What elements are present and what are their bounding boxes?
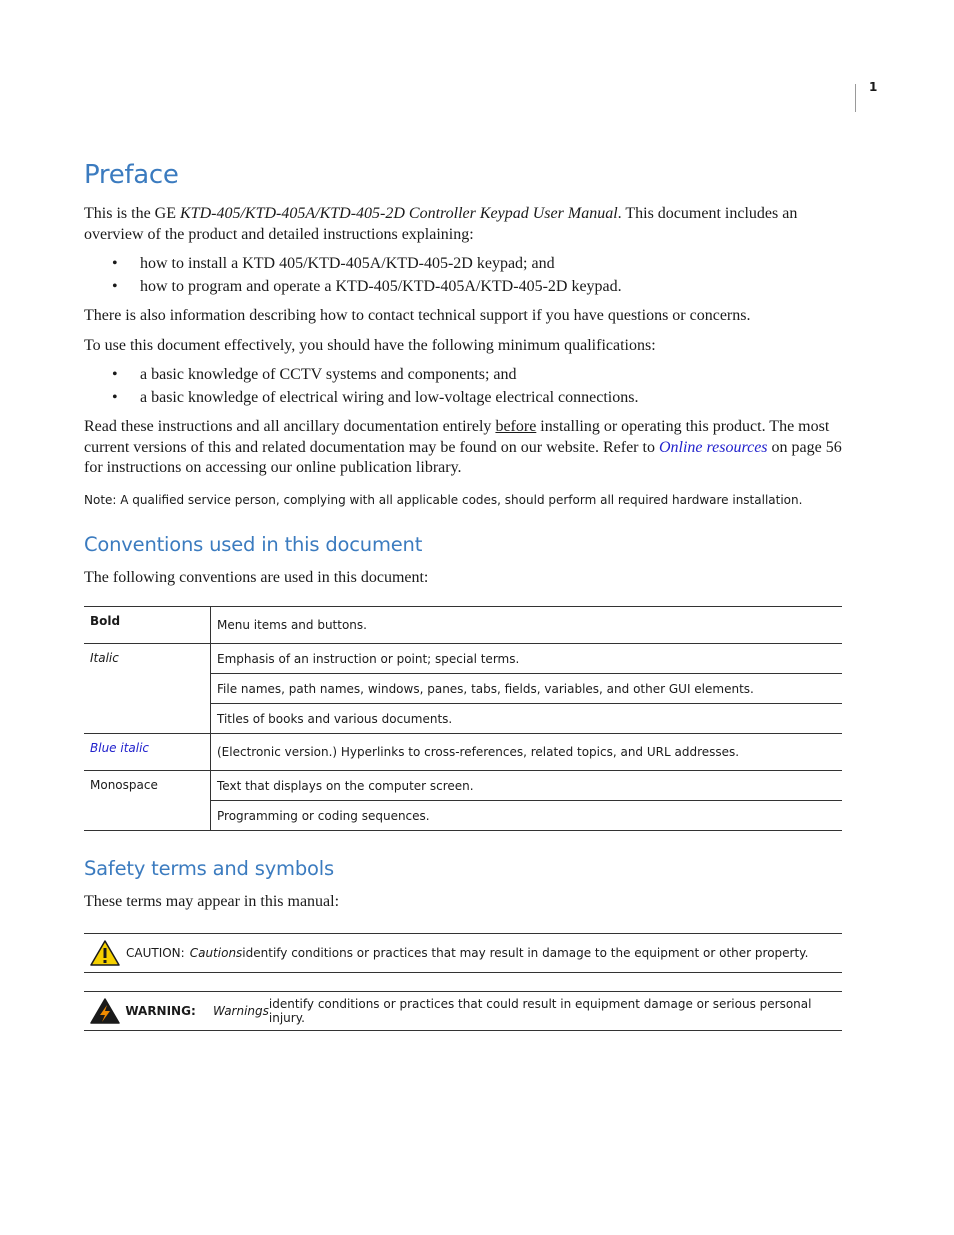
lightning-warning-icon [84,997,125,1025]
term-italic: Italic [84,644,211,734]
list-item: • a basic knowledge of CCTV systems and components; and [112,366,517,383]
conventions-intro: The following conventions are used in this document: [84,568,429,586]
caution-label: CAUTION: [126,945,185,960]
bullet-icon: • [112,278,118,295]
table-row [84,734,842,771]
table-row [84,607,842,644]
term-bold: Bold [84,607,211,644]
table-cell: Titles of books and various documents. [211,704,843,734]
table-cell: Text that displays on the computer screen. [211,771,843,801]
note-text: Note: A qualified service person, complying with all applicable codes, should perform all required hardware installation. [84,492,803,507]
table-cell: File names, path names, windows, panes, tabs, fields, variables, and other GUI elements. [211,674,843,704]
read-paragraph: Read these instructions and all ancillary documentation entirely before installing or operating this product. The most current versions of this and related documentation may be found on our website. Refer to Online resources on page 56 for instructions on accessing our online publication library. [84,418,842,476]
instructions-list [84,254,842,297]
warning-term: Warnings [212,1003,269,1018]
warning-label: WARNING: [125,1003,196,1018]
caution-text: identify conditions or practices that may result in damage to the equipment or other property. [242,945,809,960]
list-item: • how to install a KTD 405/KTD-405A/KTD-405-2D keypad; and [112,255,555,272]
before-underlined: before [495,418,537,435]
list-item: • a basic knowledge of electrical wiring and low-voltage electrical connections. [112,389,639,406]
intro-prefix: This is the GE [84,205,180,222]
intro-suffix: . This document includes an overview of the product and detailed instructions explaining: [84,205,798,243]
page-number: 1 [869,80,878,94]
table-cell: Menu items and buttons. [211,607,843,644]
term-blue-italic: Blue italic [84,734,211,771]
warning-row [84,991,842,1031]
table-cell: Programming or coding sequences. [211,801,843,831]
qualifications-paragraph: To use this document effectively, you should have the following minimum qualifications: [84,336,656,354]
bullet-icon: • [112,389,118,406]
qualifications-list [84,365,842,408]
list-item: • how to program and operate a KTD-405/KTD-405A/KTD-405-2D keypad. [112,278,622,295]
caution-row [84,933,842,973]
page-number-rule [855,84,856,112]
term-monospace: Monospace [84,771,211,831]
online-resources-link[interactable]: Online resources [658,438,768,456]
page-title: Preface [84,160,179,190]
table-cell: Emphasis of an instruction or point; special terms. [211,644,843,674]
caution-triangle-icon [84,939,126,967]
table-cell: (Electronic version.) Hyperlinks to cross-references, related topics, and URL addresses. [211,734,843,771]
support-paragraph: There is also information describing how to contact technical support if you have questions or concerns. [84,307,751,324]
conventions-table [84,606,842,831]
caution-term: Cautions [189,945,243,960]
conventions-heading: Conventions used in this document [84,532,423,556]
table-row [84,771,842,801]
safety-heading: Safety terms and symbols [84,857,334,880]
table-row [84,644,842,674]
bullet-icon: • [112,255,118,272]
warning-text: identify conditions or practices that could result in equipment damage or serious personal injury. [268,996,812,1025]
safety-intro: These terms may appear in this manual: [84,893,340,910]
bullet-icon: • [112,366,118,383]
intro-paragraph [84,204,842,245]
document-body [84,160,842,1031]
manual-title: KTD-405/KTD-405A/KTD-405-2D Controller Keypad User Manual [180,205,618,222]
